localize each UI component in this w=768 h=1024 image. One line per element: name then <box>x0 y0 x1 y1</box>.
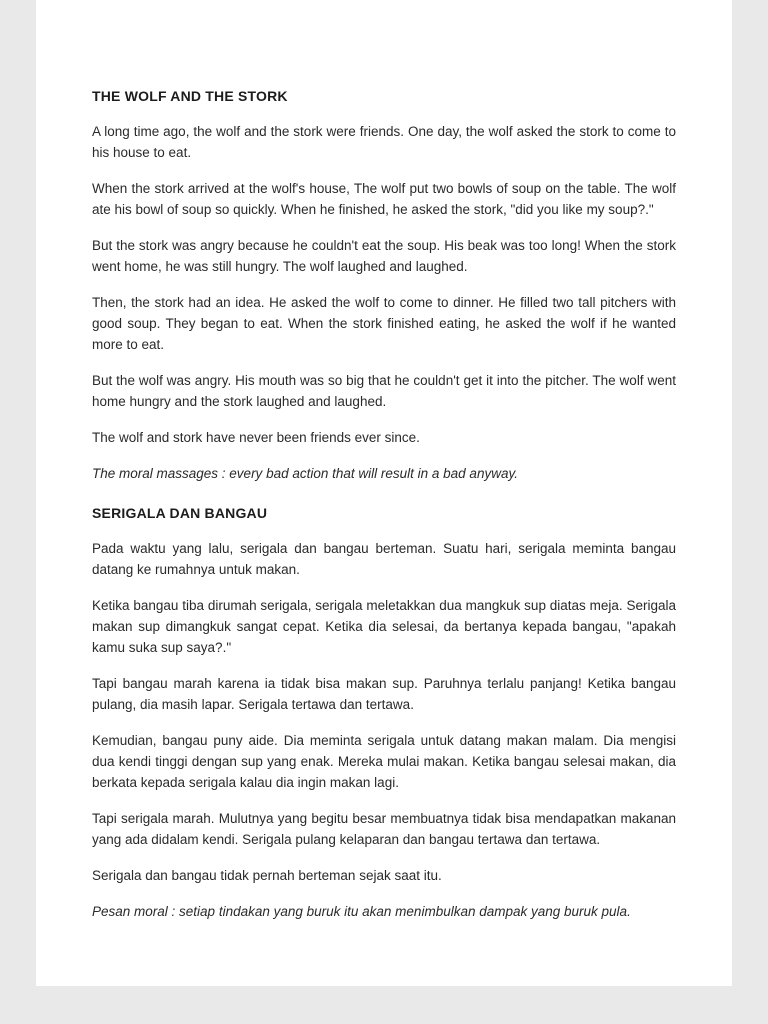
paragraph-indonesian-4: Kemudian, bangau puny aide. Dia meminta serigala untuk datang makan malam. Dia mengisi dua kendi tinggi dengan sup yang enak. Mereka mulai makan. Ketika bangau selesai makan, dia berkata kepada serigala kalau dia ingin makan lagi. <box>92 733 676 790</box>
document-page <box>36 0 732 986</box>
paragraph-indonesian-6: Serigala dan bangau tidak pernah berteman sejak saat itu. <box>92 868 442 883</box>
paragraph-english-6: The wolf and stork have never been friends ever since. <box>92 430 420 445</box>
paragraph-english-3: But the stork was angry because he couldn't eat the soup. His beak was too long! When the stork went home, he was still hungry. The wolf laughed and laughed. <box>92 238 676 274</box>
story-title-indonesian: SERIGALA DAN BANGAU <box>92 505 268 521</box>
story-title-english: THE WOLF AND THE STORK <box>92 88 288 104</box>
paragraph-english-5: But the wolf was angry. His mouth was so big that he couldn't get it into the pitcher. The wolf went home hungry and the stork laughed and laughed. <box>92 373 676 409</box>
moral-text-english: The moral massages : every bad action that will result in a bad anyway. <box>92 466 518 481</box>
paragraph-indonesian-2: Ketika bangau tiba dirumah serigala, serigala meletakkan dua mangkuk sup diatas meja. Serigala makan sup dimangkuk sangat cepat. Ketika dia selesai, da bertanya kepada bangau, "apakah kamu suka sup saya?." <box>92 598 676 655</box>
paragraph-english-4: Then, the stork had an idea. He asked the wolf to come to dinner. He filled two tall pitchers with good soup. They began to eat. When the stork finished eating, he asked the wolf if he wanted more to eat. <box>92 295 676 352</box>
paragraph-english-2: When the stork arrived at the wolf's house, The wolf put two bowls of soup on the table. The wolf ate his bowl of soup so quickly. When he finished, he asked the stork, "did you like my soup?." <box>92 181 676 217</box>
paragraph-indonesian-5: Tapi serigala marah. Mulutnya yang begitu besar membuatnya tidak bisa mendapatkan makanan yang ada didalam kendi. Serigala pulang kelaparan dan bangau tertawa dan tertawa. <box>92 811 676 847</box>
moral-text-indonesian: Pesan moral : setiap tindakan yang buruk itu akan menimbulkan dampak yang buruk pula. <box>92 904 631 919</box>
paragraph-indonesian-1: Pada waktu yang lalu, serigala dan bangau berteman. Suatu hari, serigala meminta bangau datang ke rumahnya untuk makan. <box>92 541 676 577</box>
paragraph-english-1: A long time ago, the wolf and the stork were friends. One day, the wolf asked the stork to come to his house to eat. <box>92 124 676 160</box>
paragraph-indonesian-3: Tapi bangau marah karena ia tidak bisa makan sup. Paruhnya terlalu panjang! Ketika bangau pulang, dia masih lapar. Serigala tertawa dan tertawa. <box>92 676 676 712</box>
